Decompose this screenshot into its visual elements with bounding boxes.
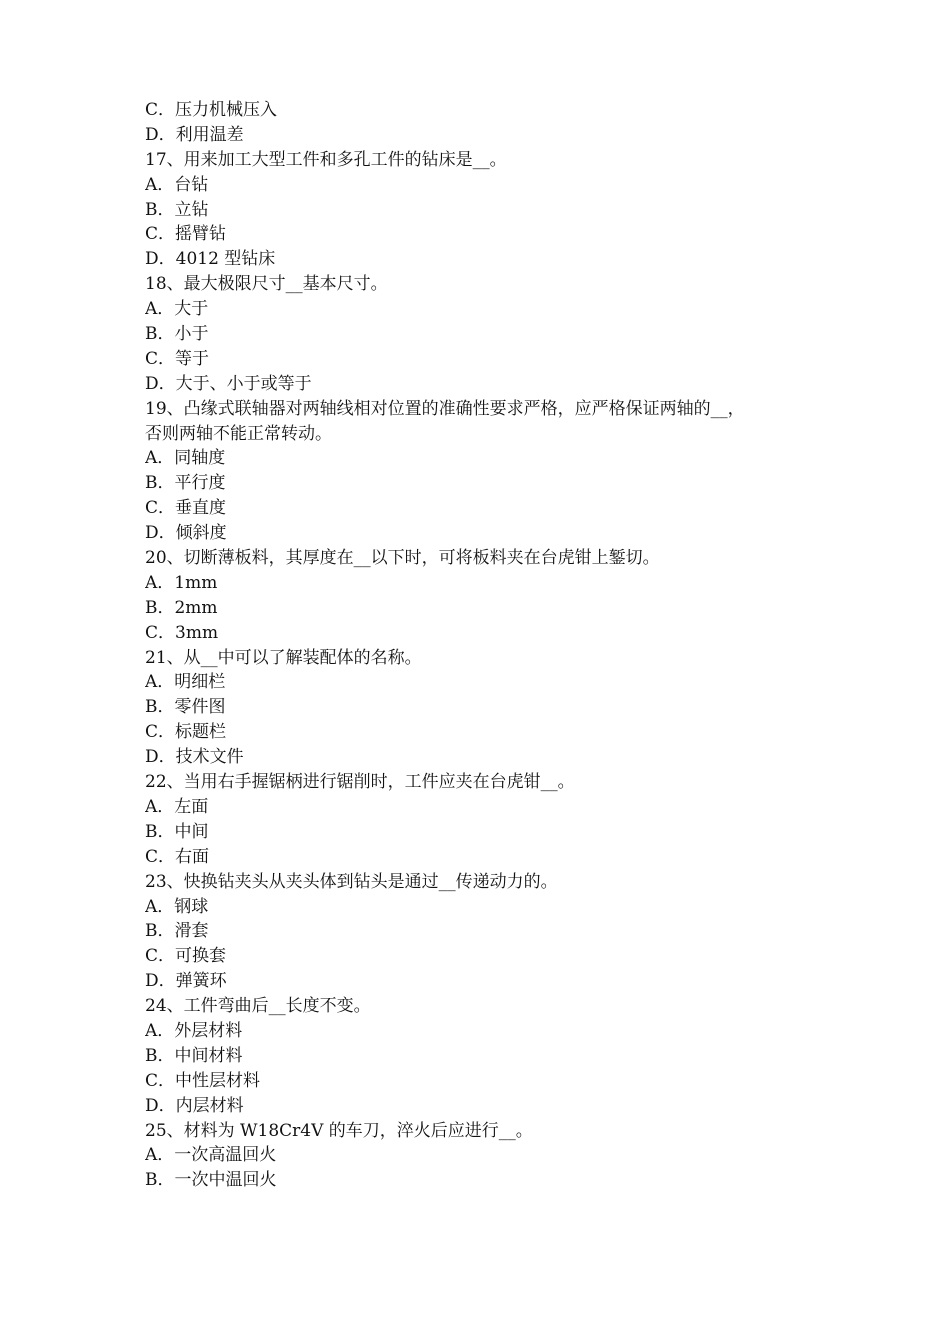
option-line: C．垂直度 [145, 498, 227, 519]
option-line: C．压力机械压入 [145, 100, 278, 120]
option-line: D．内层材料 [145, 1095, 244, 1116]
option-line: C．3mm [145, 622, 219, 643]
option-line: C．摇臂钻 [145, 224, 227, 245]
option-line: B．平行度 [145, 473, 226, 494]
option-line: D．4012 型钻床 [145, 249, 276, 270]
question-line: 18、最大极限尺寸__基本尺寸。 [145, 274, 388, 295]
option-line: C．可换套 [145, 946, 227, 967]
option-line: C．右面 [145, 846, 210, 867]
question-line: 21、从__中可以了解装配体的名称。 [145, 647, 422, 668]
question-line-continued: 否则两轴不能正常转动。 [145, 423, 332, 444]
option-line: C．等于 [145, 348, 210, 369]
option-line: B．小于 [145, 324, 209, 345]
option-line: B．中间 [145, 821, 209, 842]
option-line: B．立钻 [145, 199, 209, 220]
option-line: B．滑套 [145, 921, 209, 942]
option-line: D．利用温差 [145, 124, 244, 145]
option-line: C．中性层材料 [145, 1070, 261, 1091]
option-line: D．弹簧环 [145, 971, 227, 992]
option-line: B．零件图 [145, 697, 226, 718]
option-line: A．同轴度 [145, 448, 226, 469]
option-line: A．大于 [145, 299, 209, 320]
option-line: A．明细栏 [145, 672, 226, 693]
option-line: A．一次高温回火 [145, 1145, 277, 1166]
option-line: D．技术文件 [145, 747, 244, 768]
option-line: B．中间材料 [145, 1045, 243, 1066]
option-line: A．左面 [145, 796, 209, 817]
option-line: D．大于、小于或等于 [145, 373, 312, 394]
question-line: 25、材料为 W18Cr4V 的车刀，淬火后应进行__。 [145, 1120, 533, 1141]
option-line: A．钢球 [145, 896, 209, 917]
option-line: A．台钻 [145, 174, 209, 195]
option-line: D．倾斜度 [145, 523, 227, 544]
question-line: 19、凸缘式联轴器对两轴线相对位置的准确性要求严格，应严格保证两轴的__， [145, 398, 745, 419]
question-line: 23、快换钻夹头从夹头体到钻头是通过__传递动力的。 [145, 871, 558, 892]
option-line: B．一次中温回火 [145, 1170, 277, 1191]
question-line: 24、工件弯曲后__长度不变。 [145, 996, 371, 1017]
option-line: C．标题栏 [145, 722, 227, 743]
question-line: 20、切断薄板料，其厚度在__以下时，可将板料夹在台虎钳上錾切。 [145, 548, 660, 569]
option-line: B．2mm [145, 597, 218, 618]
question-line: 22、当用右手握锯柄进行锯削时，工件应夹在台虎钳__。 [145, 772, 575, 793]
document-page [145, 98, 825, 1193]
question-line: 17、用来加工大型工件和多孔工件的钻床是__。 [145, 149, 507, 170]
option-line: A．外层材料 [145, 1020, 243, 1041]
option-line: A．1mm [145, 572, 218, 593]
